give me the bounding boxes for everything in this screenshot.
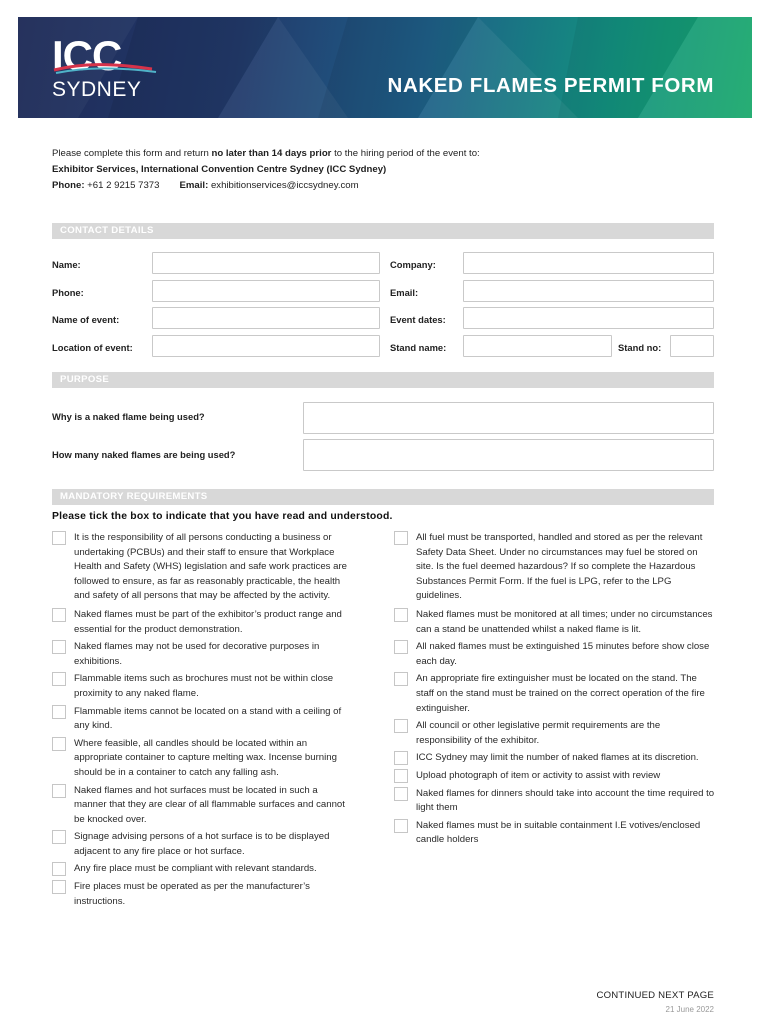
requirement-text: Where feasible, all candles should be located within an appropriate container to capture melting wax. Incense burning should be in a container to catch any falling ash. bbox=[74, 737, 337, 778]
phone-value: +61 2 9215 7373 bbox=[84, 180, 160, 191]
requirement-checkbox[interactable] bbox=[394, 787, 408, 801]
requirement-checkbox[interactable] bbox=[394, 672, 408, 686]
requirement-text: All naked flames must be extinguished 15 minutes before show close each day. bbox=[416, 641, 710, 667]
requirement-checkbox[interactable] bbox=[52, 672, 66, 686]
requirement-item bbox=[394, 719, 716, 748]
company-field[interactable] bbox=[463, 252, 714, 274]
requirement-item bbox=[394, 787, 716, 816]
email-value[interactable]: exhibitionservices@iccsydney.com bbox=[208, 180, 359, 191]
event-name-field[interactable] bbox=[152, 307, 380, 329]
section-purpose: PURPOSE bbox=[52, 372, 714, 388]
requirement-checkbox[interactable] bbox=[52, 705, 66, 719]
requirement-checkbox[interactable] bbox=[52, 862, 66, 876]
intro-text-post: to the hiring period of the event to: bbox=[331, 148, 480, 159]
requirement-text: All council or other legislative permit requirements are the responsibility of the exhibitor. bbox=[416, 720, 661, 746]
requirements-right-column bbox=[394, 531, 716, 848]
requirement-item bbox=[52, 672, 352, 701]
requirement-item bbox=[394, 640, 716, 669]
logo-swoosh-icon bbox=[52, 61, 162, 75]
stand-name-label: Stand name: bbox=[390, 342, 447, 353]
requirement-text: ICC Sydney may limit the number of naked flames at its discretion. bbox=[416, 752, 699, 764]
continued-next-page: CONTINUED NEXT PAGE bbox=[596, 990, 714, 1001]
requirement-checkbox[interactable] bbox=[52, 737, 66, 751]
requirement-checkbox[interactable] bbox=[394, 719, 408, 733]
stand-no-label: Stand no: bbox=[618, 342, 662, 353]
requirement-item bbox=[52, 737, 352, 781]
footer-date: 21 June 2022 bbox=[665, 1005, 714, 1014]
location-field[interactable] bbox=[152, 335, 380, 357]
email-field-label: Email: bbox=[390, 287, 419, 298]
requirement-checkbox[interactable] bbox=[394, 769, 408, 783]
section-mandatory-requirements: MANDATORY REQUIREMENTS bbox=[52, 489, 714, 505]
logo-sydney-text: SYDNEY bbox=[52, 78, 142, 101]
requirement-item bbox=[394, 819, 716, 848]
requirement-item bbox=[52, 830, 352, 859]
requirement-item bbox=[394, 608, 716, 637]
requirement-text: Flammable items cannot be located on a stand with a ceiling of any kind. bbox=[74, 705, 342, 732]
why-label: Why is a naked flame being used? bbox=[52, 411, 205, 422]
requirement-text: All fuel must be transported, handled and stored as per the relevant Safety Data Sheet. Under no circumstances may fuel be stored on site. Is the fuel deemed hazardous? If so complete the Hazardous Substances Permit Form. If the fuel is LPG, refer to the LPG guidelines. bbox=[416, 532, 703, 602]
name-field[interactable] bbox=[152, 252, 380, 274]
how-many-field[interactable] bbox=[303, 439, 714, 471]
requirement-text: Fire places must be operated as per the manufacturer’s instructions. bbox=[74, 881, 310, 907]
section-contact-details: CONTACT DETAILS bbox=[52, 223, 714, 239]
requirement-text: Naked flames may not be used for decorative purposes in exhibitions. bbox=[74, 641, 320, 667]
requirement-checkbox[interactable] bbox=[394, 640, 408, 654]
requirement-item bbox=[52, 784, 352, 828]
requirement-item bbox=[52, 640, 352, 669]
page-title: NAKED FLAMES PERMIT FORM bbox=[387, 74, 714, 97]
intro-block bbox=[52, 146, 722, 194]
event-name-label: Name of event: bbox=[52, 314, 120, 325]
email-field[interactable] bbox=[463, 280, 714, 302]
requirement-text: It is the responsibility of all persons conducting a business or undertaking (PCBUs) and their staff to ensure that Workplace Health and Safety (WHS) legislation and safe work practices are followed to ensure, as far as reasonably practicable, the health and safety of all persons that may be affected by the activity. bbox=[74, 532, 348, 602]
requirement-item bbox=[394, 672, 716, 716]
phone-field-label: Phone: bbox=[52, 287, 84, 298]
requirements-left-column bbox=[52, 531, 352, 909]
requirement-item bbox=[52, 862, 352, 877]
requirement-item bbox=[52, 880, 352, 909]
requirement-item bbox=[52, 531, 352, 604]
email-label: Email: bbox=[179, 180, 209, 191]
requirement-text: Naked flames must be monitored at all times; under no circumstances can a stand be unattended whilst a naked flame is lit. bbox=[416, 608, 713, 635]
requirement-checkbox[interactable] bbox=[52, 784, 66, 798]
requirement-item bbox=[394, 769, 716, 784]
requirement-checkbox[interactable] bbox=[52, 531, 66, 545]
requirement-item bbox=[52, 705, 352, 734]
intro-line-2 bbox=[52, 162, 722, 178]
phone-label: Phone: bbox=[52, 180, 85, 191]
intro-deadline: no later than 14 days prior bbox=[211, 148, 332, 159]
intro-line-1 bbox=[52, 146, 722, 162]
how-many-label: How many naked flames are being used? bbox=[52, 449, 236, 460]
requirement-checkbox[interactable] bbox=[52, 640, 66, 654]
requirement-text: Signage advising persons of a hot surface is to be displayed adjacent to any fire place or hot surface. bbox=[74, 831, 330, 857]
stand-no-field[interactable] bbox=[670, 335, 714, 357]
intro-line-3 bbox=[52, 178, 722, 194]
requirement-item bbox=[394, 531, 716, 604]
requirement-checkbox[interactable] bbox=[52, 608, 66, 622]
requirement-text: Any fire place must be compliant with relevant standards. bbox=[74, 863, 317, 875]
requirement-checkbox[interactable] bbox=[394, 531, 408, 545]
requirement-checkbox[interactable] bbox=[394, 608, 408, 622]
name-label: Name: bbox=[52, 259, 81, 270]
requirement-text: Naked flames for dinners should take into account the time required to light them bbox=[416, 787, 715, 814]
requirement-item bbox=[394, 751, 716, 766]
requirement-checkbox[interactable] bbox=[394, 751, 408, 765]
requirement-checkbox[interactable] bbox=[394, 819, 408, 833]
logo-icc-text: ICC bbox=[52, 32, 122, 79]
why-field[interactable] bbox=[303, 402, 714, 434]
event-dates-label: Event dates: bbox=[390, 314, 446, 325]
requirement-text: An appropriate fire extinguisher must be located on the stand. The staff on the stand must be trained on the correct operation of the fire extinguisher. bbox=[416, 673, 705, 714]
requirement-item bbox=[52, 608, 352, 637]
company-label: Company: bbox=[390, 259, 436, 270]
location-label: Location of event: bbox=[52, 342, 133, 353]
requirement-text: Naked flames must be in suitable containment I.E votives/enclosed candle holders bbox=[416, 819, 701, 846]
recipient: Exhibitor Services, International Convention Centre Sydney (ICC Sydney) bbox=[52, 164, 387, 175]
requirement-text: Naked flames and hot surfaces must be located in such a manner that they are clear of all flammable surfaces and cannot be knocked over. bbox=[74, 784, 345, 825]
tick-instruction: Please tick the box to indicate that you have read and understood. bbox=[52, 511, 393, 522]
header-banner bbox=[18, 17, 752, 118]
event-dates-field[interactable] bbox=[463, 307, 714, 329]
requirement-text: Upload photograph of item or activity to assist with review bbox=[416, 769, 661, 781]
icc-sydney-logo bbox=[52, 32, 162, 105]
requirement-text: Naked flames must be part of the exhibitor’s product range and essential for the product demonstration. bbox=[74, 608, 342, 635]
phone-field[interactable] bbox=[152, 280, 380, 302]
requirement-text: Flammable items such as brochures must not be within close proximity to any naked flame. bbox=[74, 673, 334, 699]
requirement-checkbox[interactable] bbox=[52, 880, 66, 894]
intro-text: Please complete this form and return bbox=[52, 148, 212, 159]
requirement-checkbox[interactable] bbox=[52, 830, 66, 844]
stand-name-field[interactable] bbox=[463, 335, 612, 357]
